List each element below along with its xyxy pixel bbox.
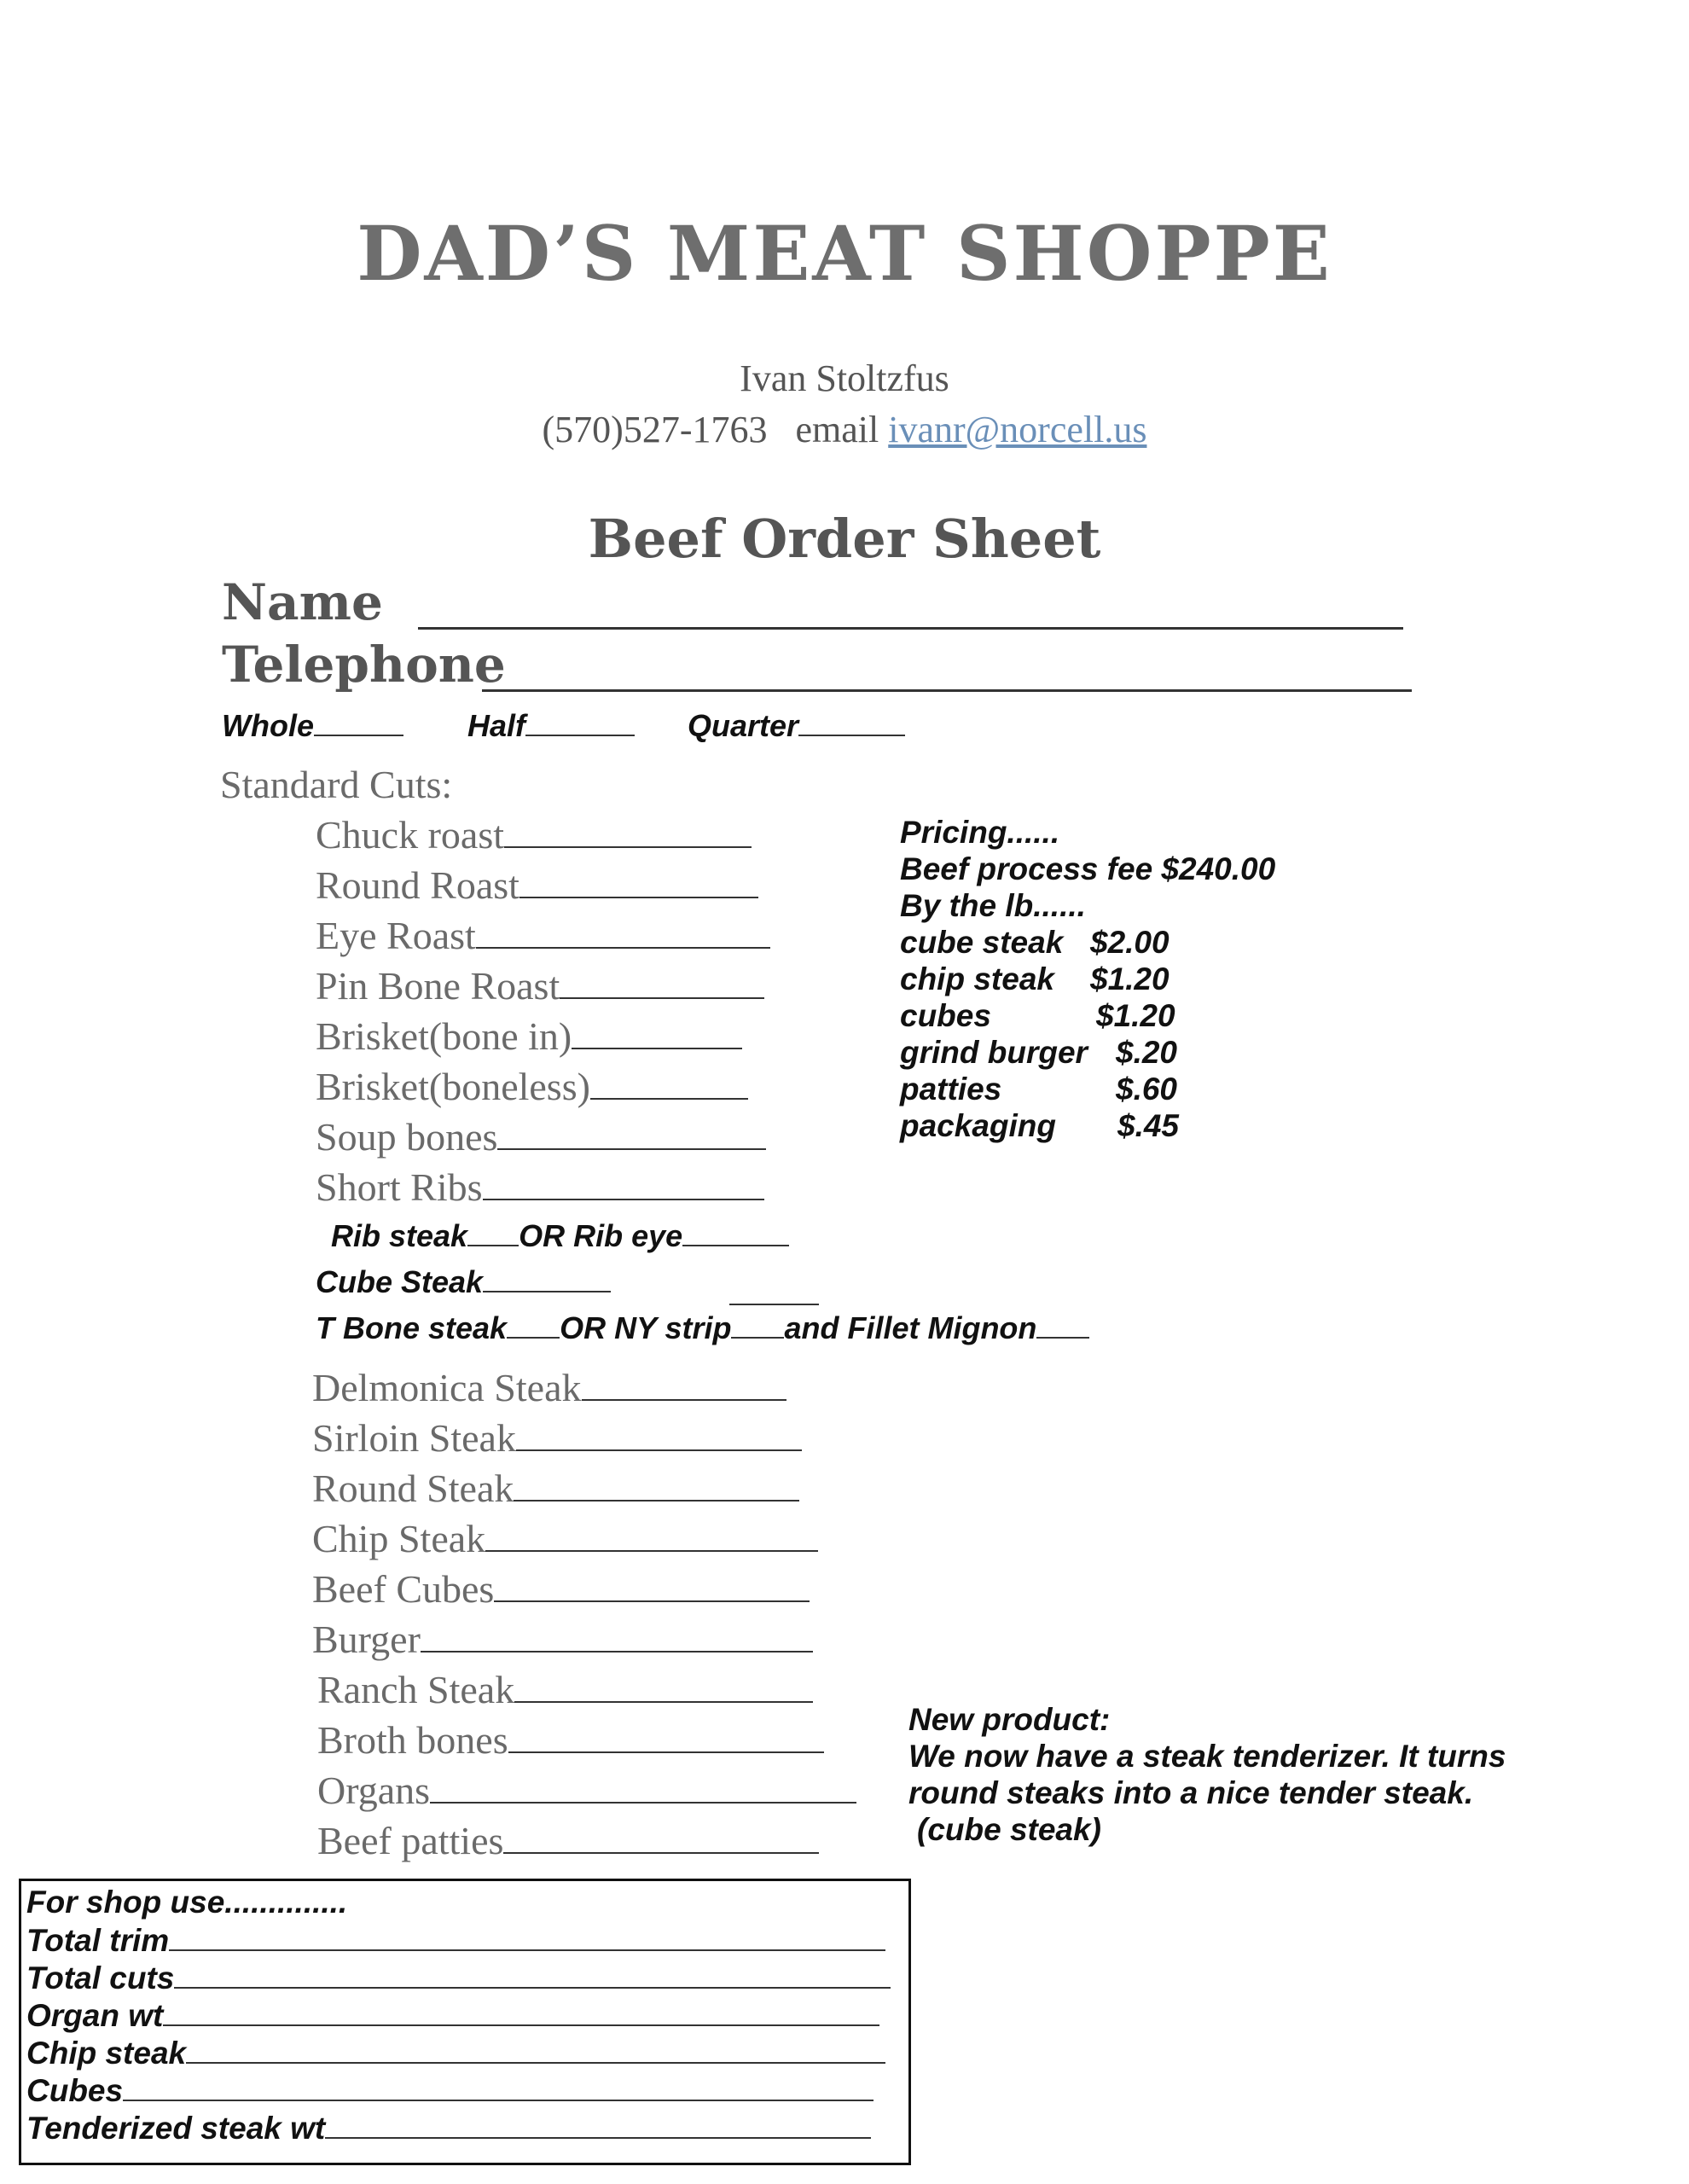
rib-steak-field[interactable] [467, 1244, 519, 1246]
quarter-option [688, 708, 905, 744]
cut-item: Soup bones [316, 1114, 766, 1159]
cut-field[interactable] [514, 1499, 799, 1502]
cut-field[interactable] [572, 1047, 742, 1049]
ny-strip-label: OR NY strip [560, 1310, 732, 1345]
shop-use-field: Organ wt [26, 1998, 879, 2034]
cut-item: Delmonica Steak [312, 1365, 786, 1410]
cut-field[interactable] [508, 1751, 824, 1753]
shop-use-field: Chip steak [26, 2036, 885, 2071]
cut-field[interactable] [421, 1650, 813, 1653]
shop-title: DAD’S MEAT SHOPPE [357, 209, 1332, 298]
price-item-name: packaging [900, 1108, 1056, 1143]
pricing-heading: Pricing...... [900, 815, 1060, 850]
cut-item: Burger [312, 1617, 813, 1662]
shop-use-blank[interactable] [325, 2136, 871, 2139]
cut-item: Organs [317, 1768, 856, 1813]
cut-item: Eye Roast [316, 913, 770, 958]
cube-steak-option [316, 1264, 611, 1300]
new-product-text: (cube steak) [917, 1812, 1101, 1847]
shop-use-field: Tenderized steak wt [26, 2111, 871, 2146]
cut-field[interactable] [485, 1549, 818, 1552]
half-label: Half [467, 708, 526, 743]
shop-use-heading: For shop use.............. [26, 1885, 348, 1920]
price-item-value: $.60 [1116, 1072, 1178, 1107]
t-bone-field[interactable] [507, 1336, 560, 1339]
cut-field[interactable] [582, 1398, 786, 1401]
whole-label: Whole [222, 708, 314, 743]
price-item-value: $1.20 [1090, 961, 1170, 996]
rib-steak-option [331, 1218, 789, 1254]
price-item-name: grind burger [900, 1035, 1088, 1070]
cut-item: Beef Cubes [312, 1566, 810, 1612]
cut-item: Short Ribs [316, 1165, 764, 1210]
cut-item: Round Roast [316, 863, 758, 908]
phone-number: (570)527-1763 [542, 409, 768, 450]
price-item-name: chip steak [900, 961, 1054, 996]
shop-use-field: Total trim [26, 1923, 885, 1959]
shop-use-field: Cubes [26, 2073, 874, 2109]
cut-field[interactable] [430, 1801, 856, 1804]
fillet-field[interactable] [1036, 1336, 1089, 1339]
fillet-label: and Fillet Mignon [784, 1310, 1037, 1345]
process-fee: Beef process fee $240.00 [900, 851, 1276, 886]
cut-field[interactable] [494, 1600, 810, 1602]
cut-item: Round Steak [312, 1466, 799, 1511]
name-label: Name [222, 573, 383, 631]
new-product-heading: New product: [908, 1702, 1111, 1737]
t-bone-label: T Bone steak [316, 1310, 508, 1345]
email-link[interactable]: ivanr@norcell.us [888, 409, 1147, 450]
cut-item: Brisket(bone in) [316, 1014, 742, 1059]
shop-use-box [19, 1879, 911, 2165]
shop-use-blank[interactable] [163, 2024, 879, 2026]
cut-item: Chip Steak [312, 1516, 818, 1561]
shop-use-field: Total cuts [26, 1960, 891, 1996]
contact-line [0, 408, 1689, 451]
cut-field[interactable] [590, 1097, 748, 1100]
whole-option [222, 708, 403, 744]
half-field[interactable] [525, 734, 635, 736]
cut-item: Broth bones [317, 1717, 824, 1763]
half-option [467, 708, 635, 744]
cut-field[interactable] [504, 845, 752, 848]
telephone-field[interactable] [482, 689, 1412, 692]
sheet-title: Beef Order Sheet [588, 508, 1101, 570]
email-label: email [795, 409, 879, 450]
price-item-name: patties [900, 1072, 1002, 1107]
owner-name: Ivan Stoltzfus [740, 357, 949, 399]
cut-field[interactable] [503, 1851, 819, 1854]
price-item-name: cubes [900, 998, 991, 1033]
telephone-label: Telephone [222, 636, 506, 694]
t-bone-option [316, 1310, 1089, 1346]
cut-field[interactable] [514, 1700, 813, 1703]
cube-steak-label: Cube Steak [316, 1264, 484, 1299]
shop-use-blank[interactable] [169, 1949, 885, 1951]
by-lb-heading: By the lb...... [900, 888, 1086, 923]
rib-steak-label: Rib steak [331, 1218, 468, 1253]
shop-use-blank[interactable] [186, 2061, 885, 2064]
cut-field[interactable] [519, 896, 758, 898]
quarter-field[interactable] [798, 734, 905, 736]
price-item-value: $2.00 [1090, 925, 1170, 960]
rib-eye-label: OR Rib eye [519, 1218, 683, 1253]
price-item-value: $.45 [1117, 1108, 1180, 1143]
shop-use-blank[interactable] [174, 1986, 891, 1989]
cut-item: Beef patties [317, 1818, 819, 1863]
cut-item: Pin Bone Roast [316, 963, 764, 1008]
cut-field[interactable] [516, 1449, 802, 1451]
cut-field[interactable] [483, 1198, 764, 1200]
name-field[interactable] [418, 627, 1403, 630]
cube-steak-field[interactable] [483, 1290, 611, 1292]
new-product-text: We now have a steak tenderizer. It turns [908, 1739, 1506, 1774]
price-item-value: $1.20 [1096, 998, 1175, 1033]
ny-strip-field[interactable] [731, 1336, 784, 1339]
new-product-text: round steaks into a nice tender steak. [908, 1775, 1474, 1810]
standard-cuts-label: Standard Cuts: [220, 763, 453, 806]
cut-item: Sirloin Steak [312, 1415, 802, 1461]
whole-field[interactable] [314, 734, 403, 736]
price-item-name: cube steak [900, 925, 1064, 960]
rib-eye-field[interactable] [682, 1244, 789, 1246]
cut-item: Brisket(boneless) [316, 1064, 748, 1109]
cut-item: Ranch Steak [317, 1667, 813, 1712]
shop-use-blank[interactable] [123, 2099, 874, 2101]
cut-item: Chuck roast [316, 812, 752, 857]
cut-field[interactable] [560, 996, 764, 999]
quarter-label: Quarter [688, 708, 799, 743]
price-item-value: $.20 [1116, 1035, 1178, 1070]
cut-field[interactable] [497, 1147, 766, 1150]
cube-steak-extra-field[interactable] [729, 1304, 819, 1305]
cut-field[interactable] [476, 946, 770, 949]
